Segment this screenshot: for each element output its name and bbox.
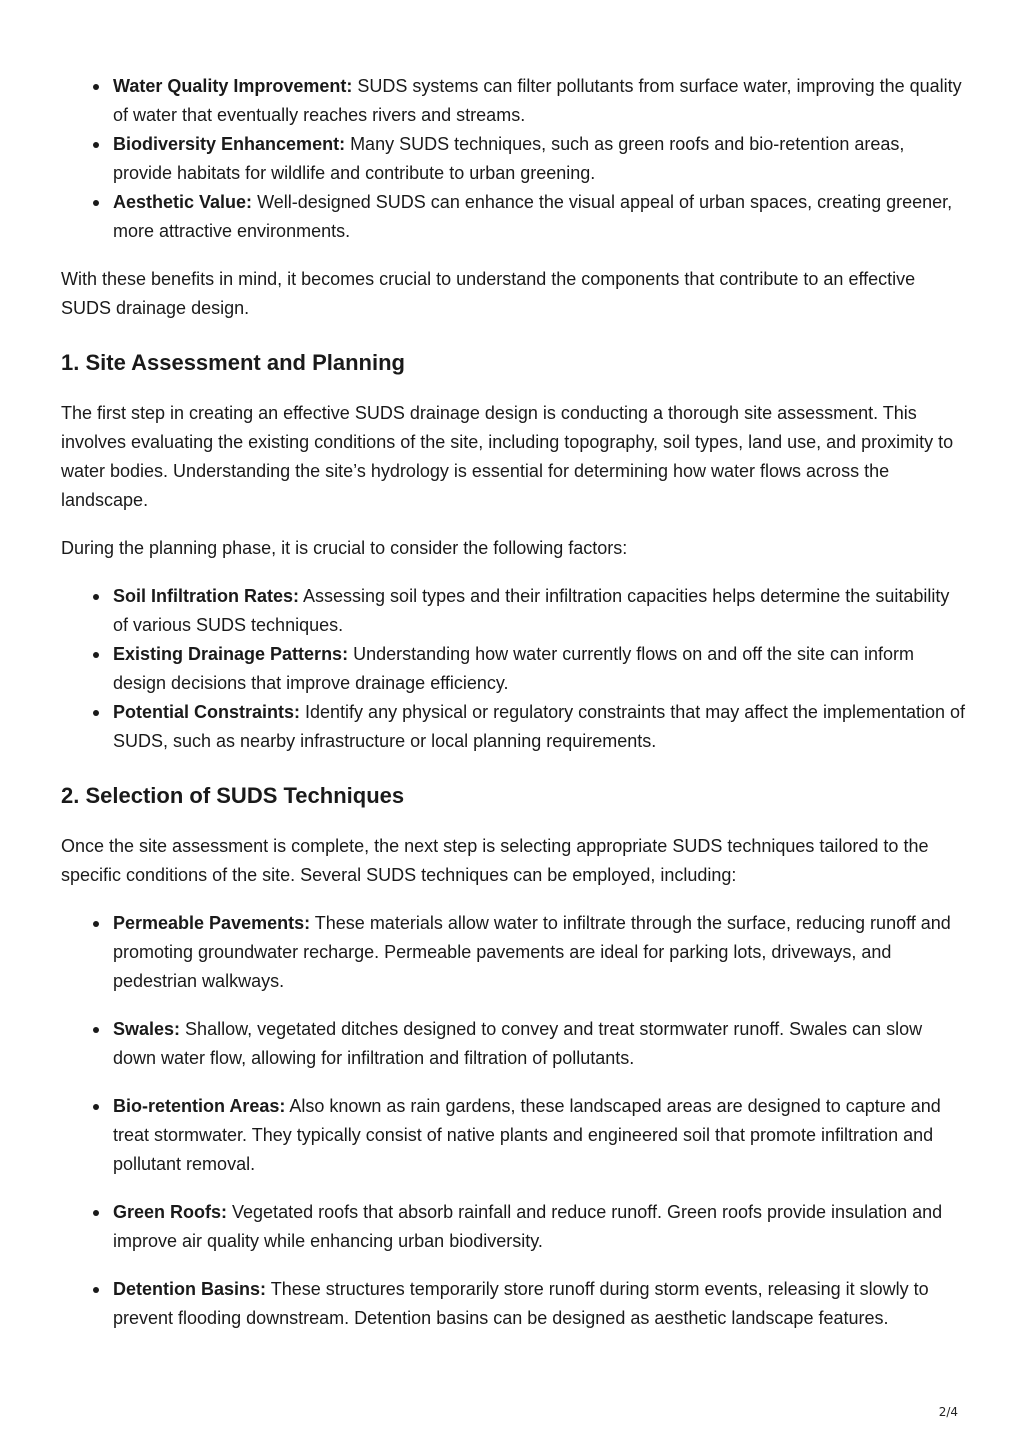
list-item-text: These materials allow water to infiltrate through the surface, reducing runoff and promoting groundwater recharge. Permeable pavements are ideal for parking lots, driveways, and pedestrian walkways. xyxy=(113,913,951,991)
list-item xyxy=(113,1092,967,1179)
list-item-term: Detention Basins: xyxy=(113,1279,267,1299)
section-heading: 2. Selection of SUDS Techniques xyxy=(61,783,405,808)
list-item-term: Biodiversity Enhancement: xyxy=(113,134,346,154)
list-item-term: Bio-retention Areas: xyxy=(113,1096,286,1116)
list-item-term: Swales: xyxy=(113,1019,181,1039)
factors-list xyxy=(61,582,967,756)
list-item-term: Permeable Pavements: xyxy=(113,913,311,933)
list-item-text: Understanding how water currently flows on and off the site can inform design decisions that improve drainage efficiency. xyxy=(113,644,915,693)
list-item xyxy=(113,582,967,640)
list-item-term: Green Roofs: xyxy=(113,1202,228,1222)
techniques-list xyxy=(61,909,967,1333)
paragraph: Once the site assessment is complete, the next step is selecting appropriate SUDS techniques tailored to the specific conditions of the site. Several SUDS techniques can be employed, including: xyxy=(61,836,929,885)
list-item-text: Vegetated roofs that absorb rainfall and reduce runoff. Green roofs provide insulation and improve air quality while enhancing urban biodiversity. xyxy=(113,1202,943,1251)
list-item xyxy=(113,1198,967,1256)
list-item-text: These structures temporarily store runoff during storm events, releasing it slowly to prevent flooding downstream. Detention basins can be designed as aesthetic landscape features. xyxy=(113,1279,929,1328)
list-item xyxy=(113,909,967,996)
list-item-text: SUDS systems can filter pollutants from surface water, improving the quality of water that eventually reaches rivers and streams. xyxy=(113,76,962,125)
list-item xyxy=(113,640,967,698)
list-item xyxy=(113,698,967,756)
paragraph: The first step in creating an effective SUDS drainage design is conducting a thorough site assessment. This involves evaluating the existing conditions of the site, including topography, soil types, land use, and proximity to water bodies. Understanding the site’s hydrology is essential for determining how water flows across the landscape. xyxy=(61,403,954,510)
page-number: 2/4 xyxy=(938,1405,958,1419)
list-item xyxy=(113,1275,967,1333)
list-item-text: Also known as rain gardens, these landscaped areas are designed to capture and treat stormwater. They typically consist of native plants and engineered soil that promote infiltration and pollutant removal. xyxy=(113,1096,941,1174)
list-item xyxy=(113,188,967,246)
list-item-term: Potential Constraints: xyxy=(113,702,301,722)
benefits-list xyxy=(61,72,967,246)
document-page xyxy=(61,72,967,1333)
paragraph: During the planning phase, it is crucial to consider the following factors: xyxy=(61,538,628,558)
list-item-term: Water Quality Improvement: xyxy=(113,76,353,96)
list-item xyxy=(113,130,967,188)
list-item-term: Soil Infiltration Rates: xyxy=(113,586,300,606)
list-item-text: Assessing soil types and their infiltration capacities helps determine the suitability of various SUDS techniques. xyxy=(113,586,950,635)
paragraph: With these benefits in mind, it becomes crucial to understand the components that contribute to an effective SUDS drainage design. xyxy=(61,269,916,318)
list-item-term: Existing Drainage Patterns: xyxy=(113,644,349,664)
list-item-text: Well-designed SUDS can enhance the visual appeal of urban spaces, creating greener, more attractive environments. xyxy=(113,192,953,241)
list-item-term: Aesthetic Value: xyxy=(113,192,253,212)
list-item xyxy=(113,1015,967,1073)
list-item-text: Shallow, vegetated ditches designed to convey and treat stormwater runoff. Swales can slow down water flow, allowing for infiltration and filtration of pollutants. xyxy=(113,1019,923,1068)
list-item-text: Identify any physical or regulatory constraints that may affect the implementation of SUDS, such as nearby infrastructure or local planning requirements. xyxy=(113,702,966,751)
list-item-text: Many SUDS techniques, such as green roofs and bio-retention areas, provide habitats for wildlife and contribute to urban greening. xyxy=(113,134,905,183)
list-item xyxy=(113,72,967,130)
section-heading: 1. Site Assessment and Planning xyxy=(61,350,405,375)
